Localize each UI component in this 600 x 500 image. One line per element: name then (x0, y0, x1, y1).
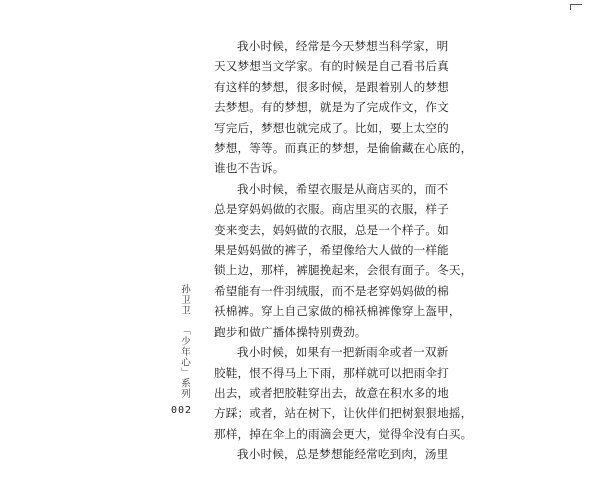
text-line: 我小时候，经常是今天梦想当科学家，明 (237, 39, 449, 53)
corner-crop-mark (570, 4, 582, 10)
text-line: 我小时候，希望衣服是从商店买的，而不 (237, 181, 449, 196)
text-line: 去梦想。有的梦想，就是为了完成作文，作文 (214, 100, 449, 115)
text-line: 有这样的梦想，很多时候，是跟着别人的梦想 (214, 79, 449, 94)
author-name: 孙卫卫 (179, 284, 190, 316)
paragraph-2 (214, 179, 473, 342)
series-name: 「少年心」系列 (179, 325, 190, 399)
text-line: 袄棉裤。穿上自己家做的棉袄棉裤像穿上盔甲， (214, 304, 461, 319)
text-line: 天又梦想当文学家。有的时候是自己看书后真 (214, 59, 449, 74)
page-number: 002 (171, 405, 193, 416)
text-line: 那样，掉在伞上的雨滴会更大，觉得伞没有白买。 (214, 426, 473, 441)
text-line: 果是妈妈做的裤子，希望像给大人做的一样能 (214, 243, 449, 258)
paragraph-1 (214, 36, 473, 179)
text-line: 总是穿妈妈做的衣服。商店里买的衣服，样子 (214, 202, 449, 217)
paragraph-4 (214, 444, 449, 464)
text-line: 方踩；或者，站在树下，让伙伴们把树狠狠地摇， (214, 406, 473, 421)
text-line: 谁也不告诉。 (214, 161, 285, 176)
text-line: 胶鞋，恨不得马上下雨，那样就可以把雨伞打 (214, 365, 449, 380)
text-line: 我小时候，总是梦想能经常吃到肉，汤里 (237, 447, 449, 462)
text-line: 变来变去，妈妈做的衣服，总是一个样子。如 (214, 222, 449, 237)
text-line: 出去，或者把胶鞋穿出去，故意在积水多的地 (214, 385, 449, 400)
text-line: 锁上边，那样，裤腿挽起来，会很有面子。冬天， (214, 263, 473, 278)
text-line: 希望能有一件羽绒服，而不是老穿妈妈做的棉 (214, 283, 449, 298)
text-line: 我小时候，如果有一把新雨伞或者一双新 (237, 345, 449, 360)
paragraph-3 (214, 342, 473, 444)
body-text (214, 36, 473, 465)
text-line: 跑步和做广播体操特别费劲。 (214, 324, 367, 339)
running-header-vertical (176, 284, 190, 399)
text-line: 写完后，梦想也就完成了。比如，要上太空的 (214, 120, 449, 135)
text-line: 梦想，等等。而真正的梦想，是偷偷藏在心底的， (214, 141, 473, 156)
